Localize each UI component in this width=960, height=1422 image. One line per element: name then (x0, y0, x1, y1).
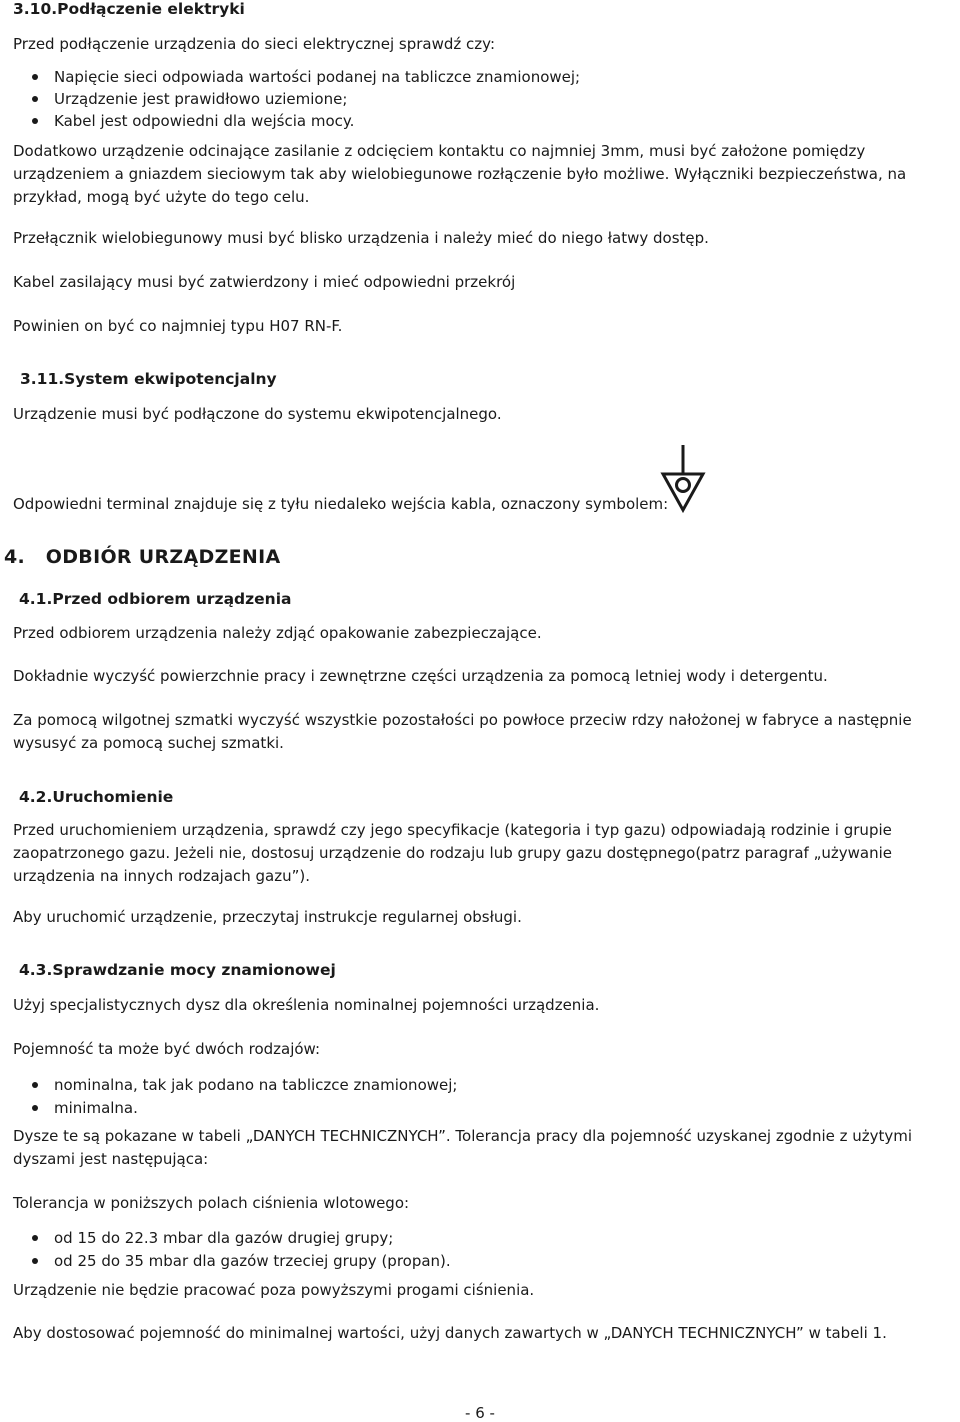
section-intro: Przed podłączenie urządzenia do sieci elektrycznej sprawdź czy: (13, 35, 496, 53)
paragraph-read-instructions: Aby uruchomić urządzenie, przeczytaj instrukcje regularnej obsługi. (13, 908, 522, 926)
paragraph-disconnect-device: Dodatkowo urządzenie odcinające zasilanie z odcięciem kontaktu co najmniej 3mm, musi być założone pomiędzy urządzeniem a gniazdem sieciowym tak aby wielobiegunowe rozłączenie było możliwe. Wyłączniki bezpieczeństwa, na przykład, mogą być użyte do tego celu. (13, 142, 907, 206)
paragraph-supply-cable: Kabel zasilający musi być zatwierdzony i mieć odpowiedni przekrój (13, 273, 516, 291)
list-item: Napięcie sieci odpowiada wartości podanej na tabliczce znamionowej; (32, 66, 580, 88)
capacity-types-list (32, 1074, 457, 1120)
page-number: - 6 - (465, 1404, 495, 1422)
list-item: minimalna. (32, 1097, 457, 1120)
section-heading-4-3: 4.3.Sprawdzanie mocy znamionowej (19, 961, 336, 979)
paragraph-pressure-fields: Tolerancja w poniższych polach ciśnienia wlotowego: (13, 1194, 410, 1212)
paragraph-tolerance-intro: Dysze te są pokazane w tabeli „DANYCH TECHNICZNYCH”. Tolerancja pracy dla pojemność uzyskanej zgodnie z użytymi dyszami jest następująca: (13, 1127, 913, 1168)
section-heading-3-11: 3.11.System ekwipotencjalny (20, 370, 277, 388)
paragraph-capacity-types: Pojemność ta może być dwóch rodzajów: (13, 1040, 321, 1058)
paragraph-terminal-location: Odpowiedni terminal znajduje się z tyłu niedaleko wejścia kabla, oznaczony symbolem: (13, 495, 669, 513)
paragraph-cable-type: Powinien on być co najmniej typu H07 RN-F. (13, 317, 343, 335)
paragraph-remove-coating: Za pomocą wilgotnej szmatki wyczyść wszystkie pozostałości po powłoce przeciw rdzy nałożonej w fabryce a następnie wysusyć za pomocą suchej szmatki. (13, 711, 912, 752)
list-item: nominalna, tak jak podano na tabliczce znamionowej; (32, 1074, 457, 1097)
list-item: od 25 do 35 mbar dla gazów trzeciej grupy (propan). (32, 1250, 451, 1273)
list-item: Kabel jest odpowiedni dla wejścia mocy. (32, 110, 580, 132)
paragraph-multipole-switch: Przełącznik wielobiegunowy musi być blisko urządzenia i należy mieć do niego łatwy dostęp. (13, 229, 709, 247)
paragraph-equipotential: Urządzenie musi być podłączone do systemu ekwipotencjalnego. (13, 405, 502, 423)
equipotential-symbol-icon (660, 444, 706, 518)
section-heading-4-2: 4.2.Uruchomienie (19, 788, 174, 806)
section-heading-4-1: 4.1.Przed odbiorem urządzenia (19, 590, 292, 608)
pressure-ranges-list (32, 1227, 451, 1273)
electrical-checklist (32, 66, 580, 132)
paragraph-nozzles: Użyj specjalistycznych dysz dla określenia nominalnej pojemności urządzenia. (13, 996, 600, 1014)
chapter-heading-4: 4. ODBIÓR URZĄDZENIA (4, 546, 281, 568)
list-item: Urządzenie jest prawidłowo uziemione; (32, 88, 580, 110)
paragraph-check-specifications: Przed uruchomieniem urządzenia, sprawdź czy jego specyfikacje (kategoria i typ gazu) odpowiadają rodzinie i grupie zaopatrzonego gazu. Jeżeli nie, dostosuj urządzenie do rodzaju lub grupy gazu dostępnego(patrz paragraf „używanie urządzenia na innych rodzajach gazu”). (13, 821, 892, 885)
paragraph-clean-surfaces: Dokładnie wyczyść powierzchnie pracy i zewnętrzne części urządzenia za pomocą letniej wody i detergentu. (13, 667, 828, 685)
list-item: od 15 do 22.3 mbar dla gazów drugiej grupy; (32, 1227, 451, 1250)
section-heading-3-10: 3.10.Podłączenie elektryki (13, 0, 245, 18)
paragraph-adjust-capacity: Aby dostosować pojemność do minimalnej wartości, użyj danych zawartych w „DANYCH TECHNICZNYCH” w tabeli 1. (13, 1324, 887, 1342)
paragraph-pressure-limits: Urządzenie nie będzie pracować poza powyższymi progami ciśnienia. (13, 1281, 535, 1299)
paragraph-remove-packaging: Przed odbiorem urządzenia należy zdjąć opakowanie zabezpieczające. (13, 624, 542, 642)
